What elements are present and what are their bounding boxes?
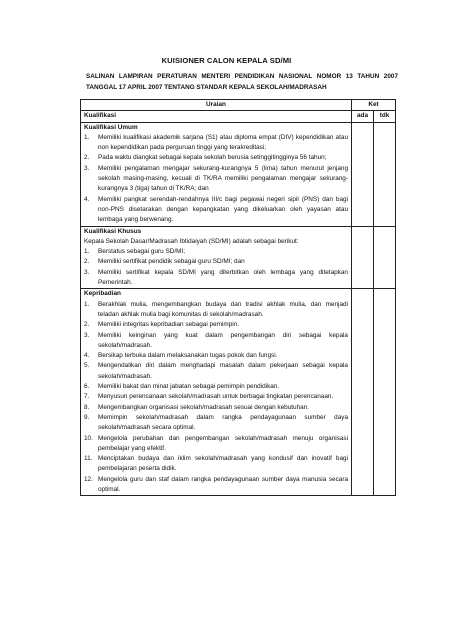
item-text: Memiliki integritas kepribadian sebagai pemimpin. — [98, 321, 240, 329]
header-ket: Ket — [352, 100, 396, 111]
ket-tdk-cell[interactable] — [374, 122, 396, 226]
item-text: Memiliki pengalaman mengajar sekurang-kurangnya 5 (lima) tahun menurut jenjang sekolah masing-masing, kecuali di TK/RA memiliki pengalaman mengajar sekurang-kurangnya 3 (tiga) tahun di TK/RA; dan — [98, 164, 348, 193]
item-number: 4. — [84, 195, 90, 203]
item-text: Mengelola perubahan dan pengembangan sekolah/madrasah menuju organisasi pembelajar yang efektif. — [98, 434, 348, 452]
section-cell — [81, 289, 352, 496]
item-text: Berstatus sebagai guru SD/MI; — [98, 248, 186, 256]
item-text: Pada waktu diangkat sebagai kepala sekolah berusia setinggitingginya 56 tahun; — [98, 154, 327, 162]
item-text: Memiliki keinginan yang kuat dalam pengembangan diri sebagai kepala sekolah/madrasah. — [98, 331, 348, 349]
list-item — [84, 320, 348, 330]
item-number: 7. — [84, 393, 90, 401]
document-subtitle: SALINAN LAMPIRAN PERATURAN MENTERI PENDIDIKAN NASIONAL NOMOR 13 TAHUN 2007 TANGGAL 17 APRIL 2007 TENTANG STANDAR KEPALA SEKOLAH/MADRASAH — [86, 73, 398, 91]
item-text: Mengelola guru dan staf dalam rangka pendayagunaan sumber daya manusia secara optimal. — [98, 475, 348, 493]
ket-ada-cell[interactable] — [352, 122, 374, 226]
item-text: Menyusun perencanaan sekolah/madrasah untuk berbagai tingkatan perencanaan. — [98, 393, 334, 401]
section-list — [84, 133, 348, 226]
item-number: 8. — [84, 403, 90, 411]
list-item — [84, 195, 348, 226]
item-text: Memiliki kualifikasi akademik sarjana (S1) atau diploma empat (DIV) kependidikan atau non kependidikan pada perguruan tinggi yang terakreditasi; — [98, 133, 348, 152]
item-text: Mengendalikan diri dalam menghadapi masalah dalam pekerjaan sebagai kepala sekolah/madrasah. — [98, 362, 348, 380]
header-kualifikasi: Kualifikasi — [81, 111, 352, 122]
list-item — [84, 164, 348, 195]
item-text: Bersikap terbuka dalam melaksanakan tugas pokok dan fungsi. — [98, 352, 278, 360]
list-item — [84, 403, 348, 413]
item-number: 1. — [84, 300, 90, 308]
item-number: 6. — [84, 383, 90, 391]
item-number: 3. — [84, 331, 90, 339]
item-text: Memiliki bakat dan minat jabatan sebagai pemimpin pendidikan. — [98, 383, 280, 391]
item-number: 5. — [84, 362, 90, 370]
list-item — [84, 392, 348, 402]
item-number: 2. — [84, 154, 90, 162]
ket-tdk-cell[interactable] — [374, 289, 396, 496]
questionnaire-table — [80, 99, 396, 496]
item-number: 10. — [84, 434, 93, 442]
item-number: 1. — [84, 248, 90, 256]
item-text: Menciptakan budaya dan iklim sekolah/madrasah yang kondusif dan inovatif bagi pembelajaran peserta didik. — [98, 455, 348, 473]
list-item — [84, 247, 348, 257]
list-item — [84, 382, 348, 392]
item-number: 3. — [84, 164, 90, 172]
header-uraian: Uraian — [81, 100, 352, 111]
section-list — [84, 247, 348, 288]
header-ada: ada — [352, 111, 374, 122]
section-intro: Kepala Sekolah Dasar/Madrasah Ibtidaiyah (SD/MI) adalah sebagai berikut: — [84, 237, 299, 245]
list-item — [84, 454, 348, 475]
item-text: Memiliki sertifikat kepala SD/MI yang diterbitkan oleh lembaga yang ditetapkan Pemerintah. — [98, 268, 348, 287]
list-item — [84, 413, 348, 434]
section-list — [84, 300, 348, 496]
item-text: Memimpin sekolah/madrasah dalam rangka pendayagunaan sumber daya sekolah/madrasah secara optimal. — [98, 413, 348, 432]
ket-ada-cell[interactable] — [352, 226, 374, 289]
section-cell — [81, 226, 352, 289]
item-number: 4. — [84, 352, 90, 360]
list-item — [84, 153, 348, 163]
item-text: Memiliki sertifikat pendidik sebagai guru SD/MI; dan — [98, 258, 245, 266]
item-text: Mengembangkan organisasi sekolah/madrasah sesuai dengan kebutuhan. — [98, 403, 310, 411]
section-title: Kepribadian — [84, 290, 121, 298]
header-tdk: tdk — [374, 111, 396, 122]
item-number: 12. — [84, 475, 93, 483]
table-subheader-row — [81, 111, 396, 122]
item-number: 2. — [84, 321, 90, 329]
list-item — [84, 300, 348, 321]
list-item — [84, 133, 348, 154]
section-row-kualifikasi-umum — [81, 122, 396, 226]
list-item — [84, 351, 348, 361]
list-item — [84, 475, 348, 496]
section-title: Kualifikasi Umum — [84, 123, 138, 131]
table-header-row — [81, 100, 396, 111]
list-item — [84, 361, 348, 382]
section-title: Kualifikasi Khusus — [84, 227, 142, 235]
list-item — [84, 331, 348, 352]
item-text: Berakhlak mulia, mengembangkan budaya dan tradisi akhlak mulia, dan menjadi teladan akhlak mulia bagi komunitas di sekolah/madrasah. — [98, 300, 348, 318]
ket-ada-cell[interactable] — [352, 289, 374, 496]
section-row-kepribadian — [81, 289, 396, 496]
item-number: 3. — [84, 268, 90, 276]
list-item — [84, 257, 348, 267]
document-title: KUISIONER CALON KEPALA SD/MI — [161, 56, 292, 65]
item-text: Memiliki pangkat serendah-rendahnya III/c bagi pegawai negeri sipil (PNS) dan bagi non-PNS disetarakan dengan kepangkatan yang dikeluarkan oleh yayasan atau lembaga yang berwenang. — [98, 195, 348, 224]
ket-tdk-cell[interactable] — [374, 226, 396, 289]
item-number: 11. — [84, 455, 93, 463]
section-row-kualifikasi-khusus — [81, 226, 396, 289]
item-number: 1. — [84, 133, 90, 141]
list-item — [84, 268, 348, 289]
item-number: 2. — [84, 258, 90, 266]
item-number: 9. — [84, 413, 90, 421]
section-cell — [81, 122, 352, 226]
list-item — [84, 434, 348, 455]
